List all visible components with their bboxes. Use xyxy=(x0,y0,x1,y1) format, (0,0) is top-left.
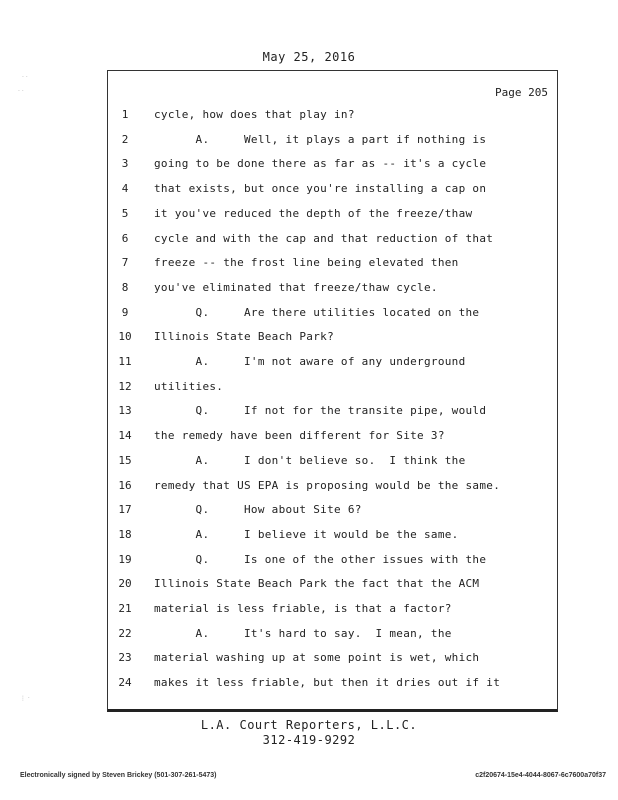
line-number: 3 xyxy=(121,157,129,171)
transcript-line: remedy that US EPA is proposing would be the same. xyxy=(154,478,501,492)
transcript-line: the remedy have been different for Site 3? xyxy=(154,429,445,443)
transcript-line: cycle and with the cap and that reduction of that xyxy=(154,231,494,245)
transcript-line: you've eliminated that freeze/thaw cycle. xyxy=(154,280,438,294)
line-number: 24 xyxy=(118,676,132,690)
court-reporter-name: L.A. Court Reporters, L.L.C. xyxy=(200,718,418,732)
line-number: 13 xyxy=(118,404,132,418)
transcript-line: it you've reduced the depth of the freeze/thaw xyxy=(154,206,473,220)
line-number: 22 xyxy=(118,626,132,640)
transcript-line: material washing up at some point is wet, which xyxy=(154,651,480,665)
page-number: Page 205 xyxy=(495,86,548,99)
line-number: 19 xyxy=(118,552,132,566)
transcript-line: going to be done there as far as -- it's a cycle xyxy=(154,157,487,171)
electronic-signature-note: Electronically signed by Steven Brickey (501-307-261-5473) xyxy=(20,772,217,779)
line-number: 17 xyxy=(118,503,132,517)
scan-speck-icon: · · xyxy=(18,88,24,95)
transcript-line: cycle, how does that play in? xyxy=(154,108,355,121)
transcript-line: freeze -- the frost line being elevated then xyxy=(154,256,459,270)
transcript-line: Q. Are there utilities located on the xyxy=(154,305,480,319)
transcript-line: makes it less friable, but then it dries out if it xyxy=(154,676,501,690)
transcript-line: A. I'm not aware of any underground xyxy=(154,355,466,368)
transcript-line: Q. If not for the transite pipe, would xyxy=(154,404,487,418)
line-number: 2 xyxy=(121,132,129,146)
line-number: 16 xyxy=(118,478,132,492)
scan-speck-icon: · · xyxy=(22,74,28,81)
transcript-line: Q. Is one of the other issues with the xyxy=(154,552,487,566)
line-number: 18 xyxy=(118,527,132,541)
transcript-line: Q. How about Site 6? xyxy=(154,503,362,517)
transcript-line: that exists, but once you're installing a cap on xyxy=(154,182,487,196)
line-number: 1 xyxy=(121,108,129,121)
transcript-line: A. I don't believe so. I think the xyxy=(154,453,466,467)
line-number: 12 xyxy=(118,379,132,393)
line-number: 15 xyxy=(118,453,132,467)
line-number: 14 xyxy=(118,429,132,443)
line-number: 7 xyxy=(121,256,129,270)
transcript-line: A. I believe it would be the same. xyxy=(154,527,459,541)
transcript-line: material is less friable, is that a factor? xyxy=(154,602,452,615)
transcript-line: Illinois State Beach Park? xyxy=(154,330,334,344)
line-number: 6 xyxy=(121,231,129,245)
line-number: 4 xyxy=(121,182,129,196)
line-number: 9 xyxy=(121,305,129,319)
line-number: 11 xyxy=(118,355,132,368)
transcript-line: Illinois State Beach Park the fact that the ACM xyxy=(154,577,480,591)
transcript-line: A. Well, it plays a part if nothing is xyxy=(154,132,487,146)
line-number: 5 xyxy=(121,206,129,220)
document-id: c2f20674-15e4-4044-8067-6c7600a70f37 xyxy=(475,772,606,779)
line-number: 20 xyxy=(118,577,132,591)
court-reporter-phone: 312-419-9292 xyxy=(262,733,356,747)
line-number: 23 xyxy=(118,651,132,665)
transcript-line: A. It's hard to say. I mean, the xyxy=(154,626,452,640)
transcript-line: utilities. xyxy=(154,379,224,393)
line-number: 10 xyxy=(118,330,132,344)
line-number: 21 xyxy=(118,602,132,615)
scan-speck-icon: ⋮ · xyxy=(20,695,30,702)
line-number: 8 xyxy=(121,280,129,294)
deposition-date: May 25, 2016 xyxy=(262,50,356,64)
